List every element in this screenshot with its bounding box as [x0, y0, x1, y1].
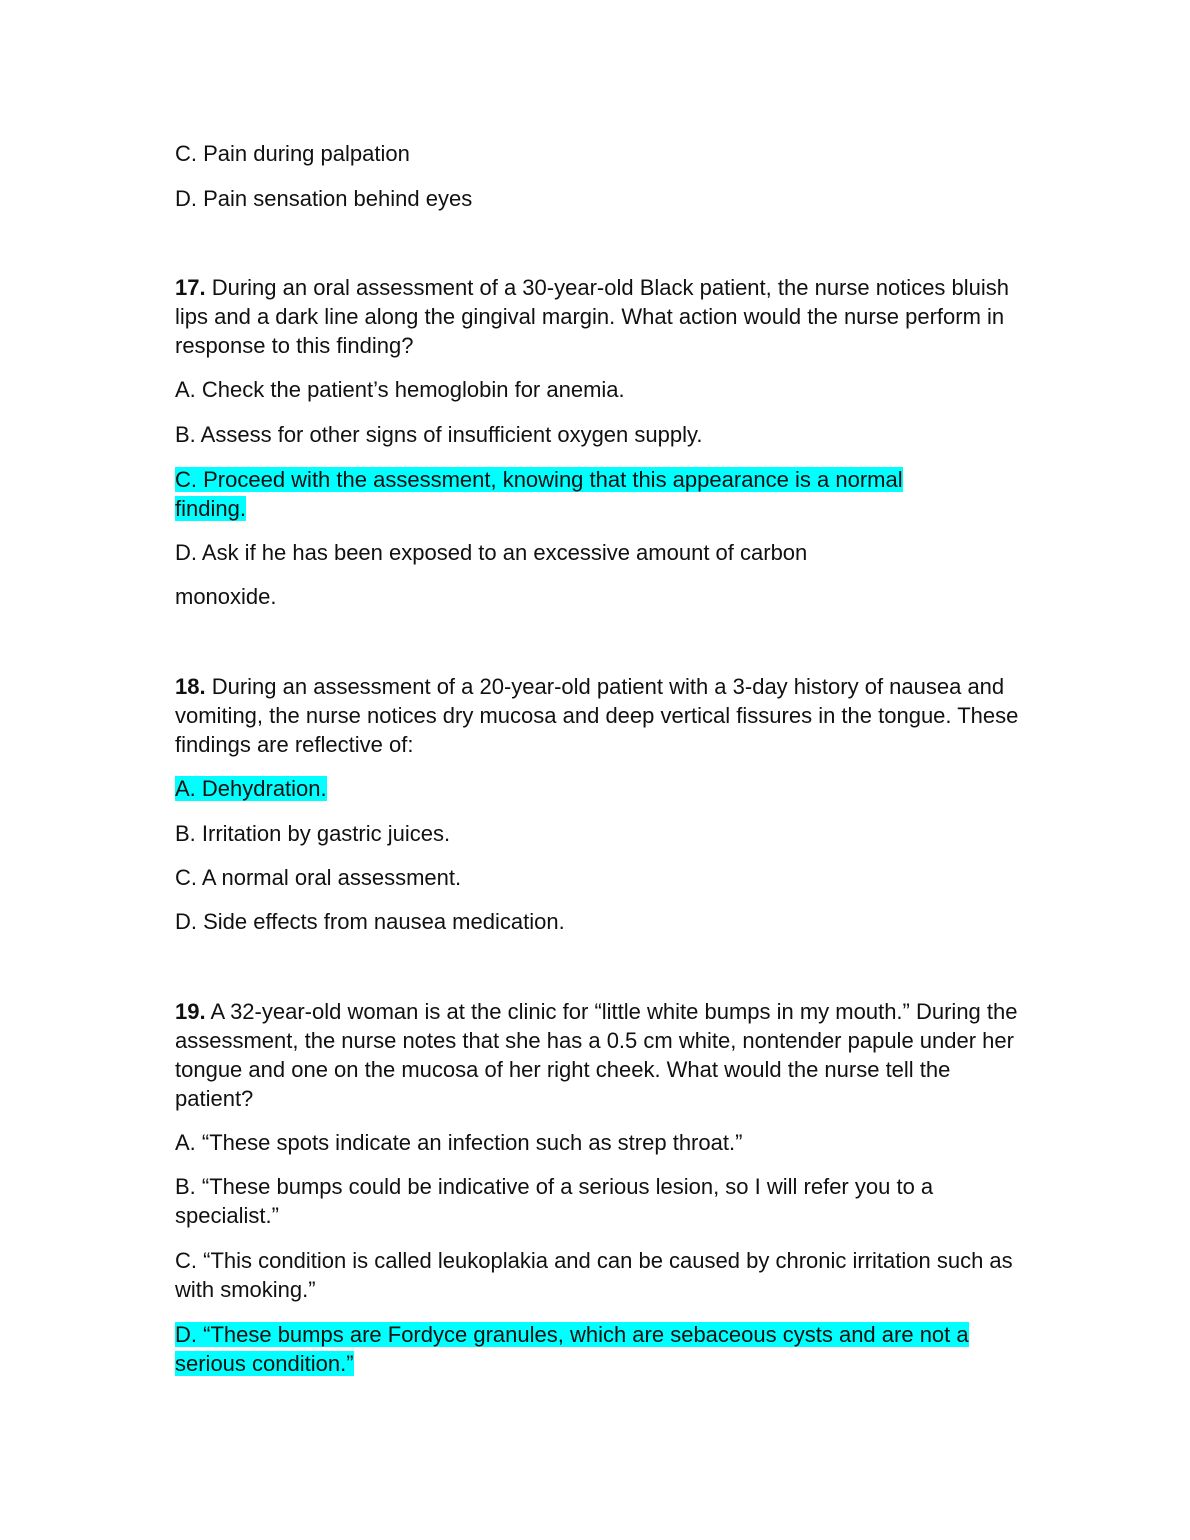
question-number: 17.	[175, 275, 206, 300]
question-18	[175, 672, 1025, 759]
q17-option-d-continued: monoxide.	[175, 584, 277, 609]
question-text: During an oral assessment of a 30-year-old Black patient, the nurse notices bluish lips and a dark line along the gingival margin. What action would the nurse perform in response to this finding?	[175, 275, 1010, 358]
q18-option-a-answer	[175, 774, 1025, 803]
q18-option-c: C. A normal oral assessment.	[175, 865, 462, 890]
answer-highlight: D. “These bumps are Fordyce granules, which are sebaceous cysts and are not a serious condition.”	[175, 1322, 969, 1376]
q18-option-b: B. Irritation by gastric juices.	[175, 821, 451, 846]
question-text: During an assessment of a 20-year-old patient with a 3-day history of nausea and vomiting, the nurse notices dry mucosa and deep vertical fissures in the tongue. These findings are reflective of:	[175, 674, 1019, 757]
question-number: 19.	[175, 999, 206, 1024]
q17-option-d: D. Ask if he has been exposed to an excessive amount of carbon	[175, 540, 808, 565]
question-text: A 32-year-old woman is at the clinic for “little white bumps in my mouth.” During the assessment, the nurse notes that she has a 0.5 cm white, nontender papule under her tongue and one on the mucosa of her right cheek. What would the nurse tell the patient?	[175, 999, 1018, 1111]
question-number: 18.	[175, 674, 206, 699]
answer-highlight: C. Proceed with the assessment, knowing that this appearance is a normal finding.	[175, 467, 903, 521]
prev-option-c: C. Pain during palpation	[175, 141, 410, 166]
q17-option-b: B. Assess for other signs of insufficient oxygen supply.	[175, 422, 703, 447]
question-17	[175, 273, 1025, 360]
answer-highlight: A. Dehydration.	[175, 776, 327, 801]
q17-option-a: A. Check the patient’s hemoglobin for anemia.	[175, 377, 625, 402]
q19-option-a: A. “These spots indicate an infection such as strep throat.”	[175, 1130, 743, 1155]
q19-option-b: B. “These bumps could be indicative of a serious lesion, so I will refer you to a specialist.”	[175, 1174, 934, 1228]
prev-option-d: D. Pain sensation behind eyes	[175, 186, 473, 211]
q19-option-d-answer	[175, 1320, 1015, 1378]
q19-option-c: C. “This condition is called leukoplakia and can be caused by chronic irritation such as with smoking.”	[175, 1248, 1013, 1302]
q17-option-c-answer	[175, 465, 975, 523]
q18-option-d: D. Side effects from nausea medication.	[175, 909, 565, 934]
question-19	[175, 997, 1025, 1113]
